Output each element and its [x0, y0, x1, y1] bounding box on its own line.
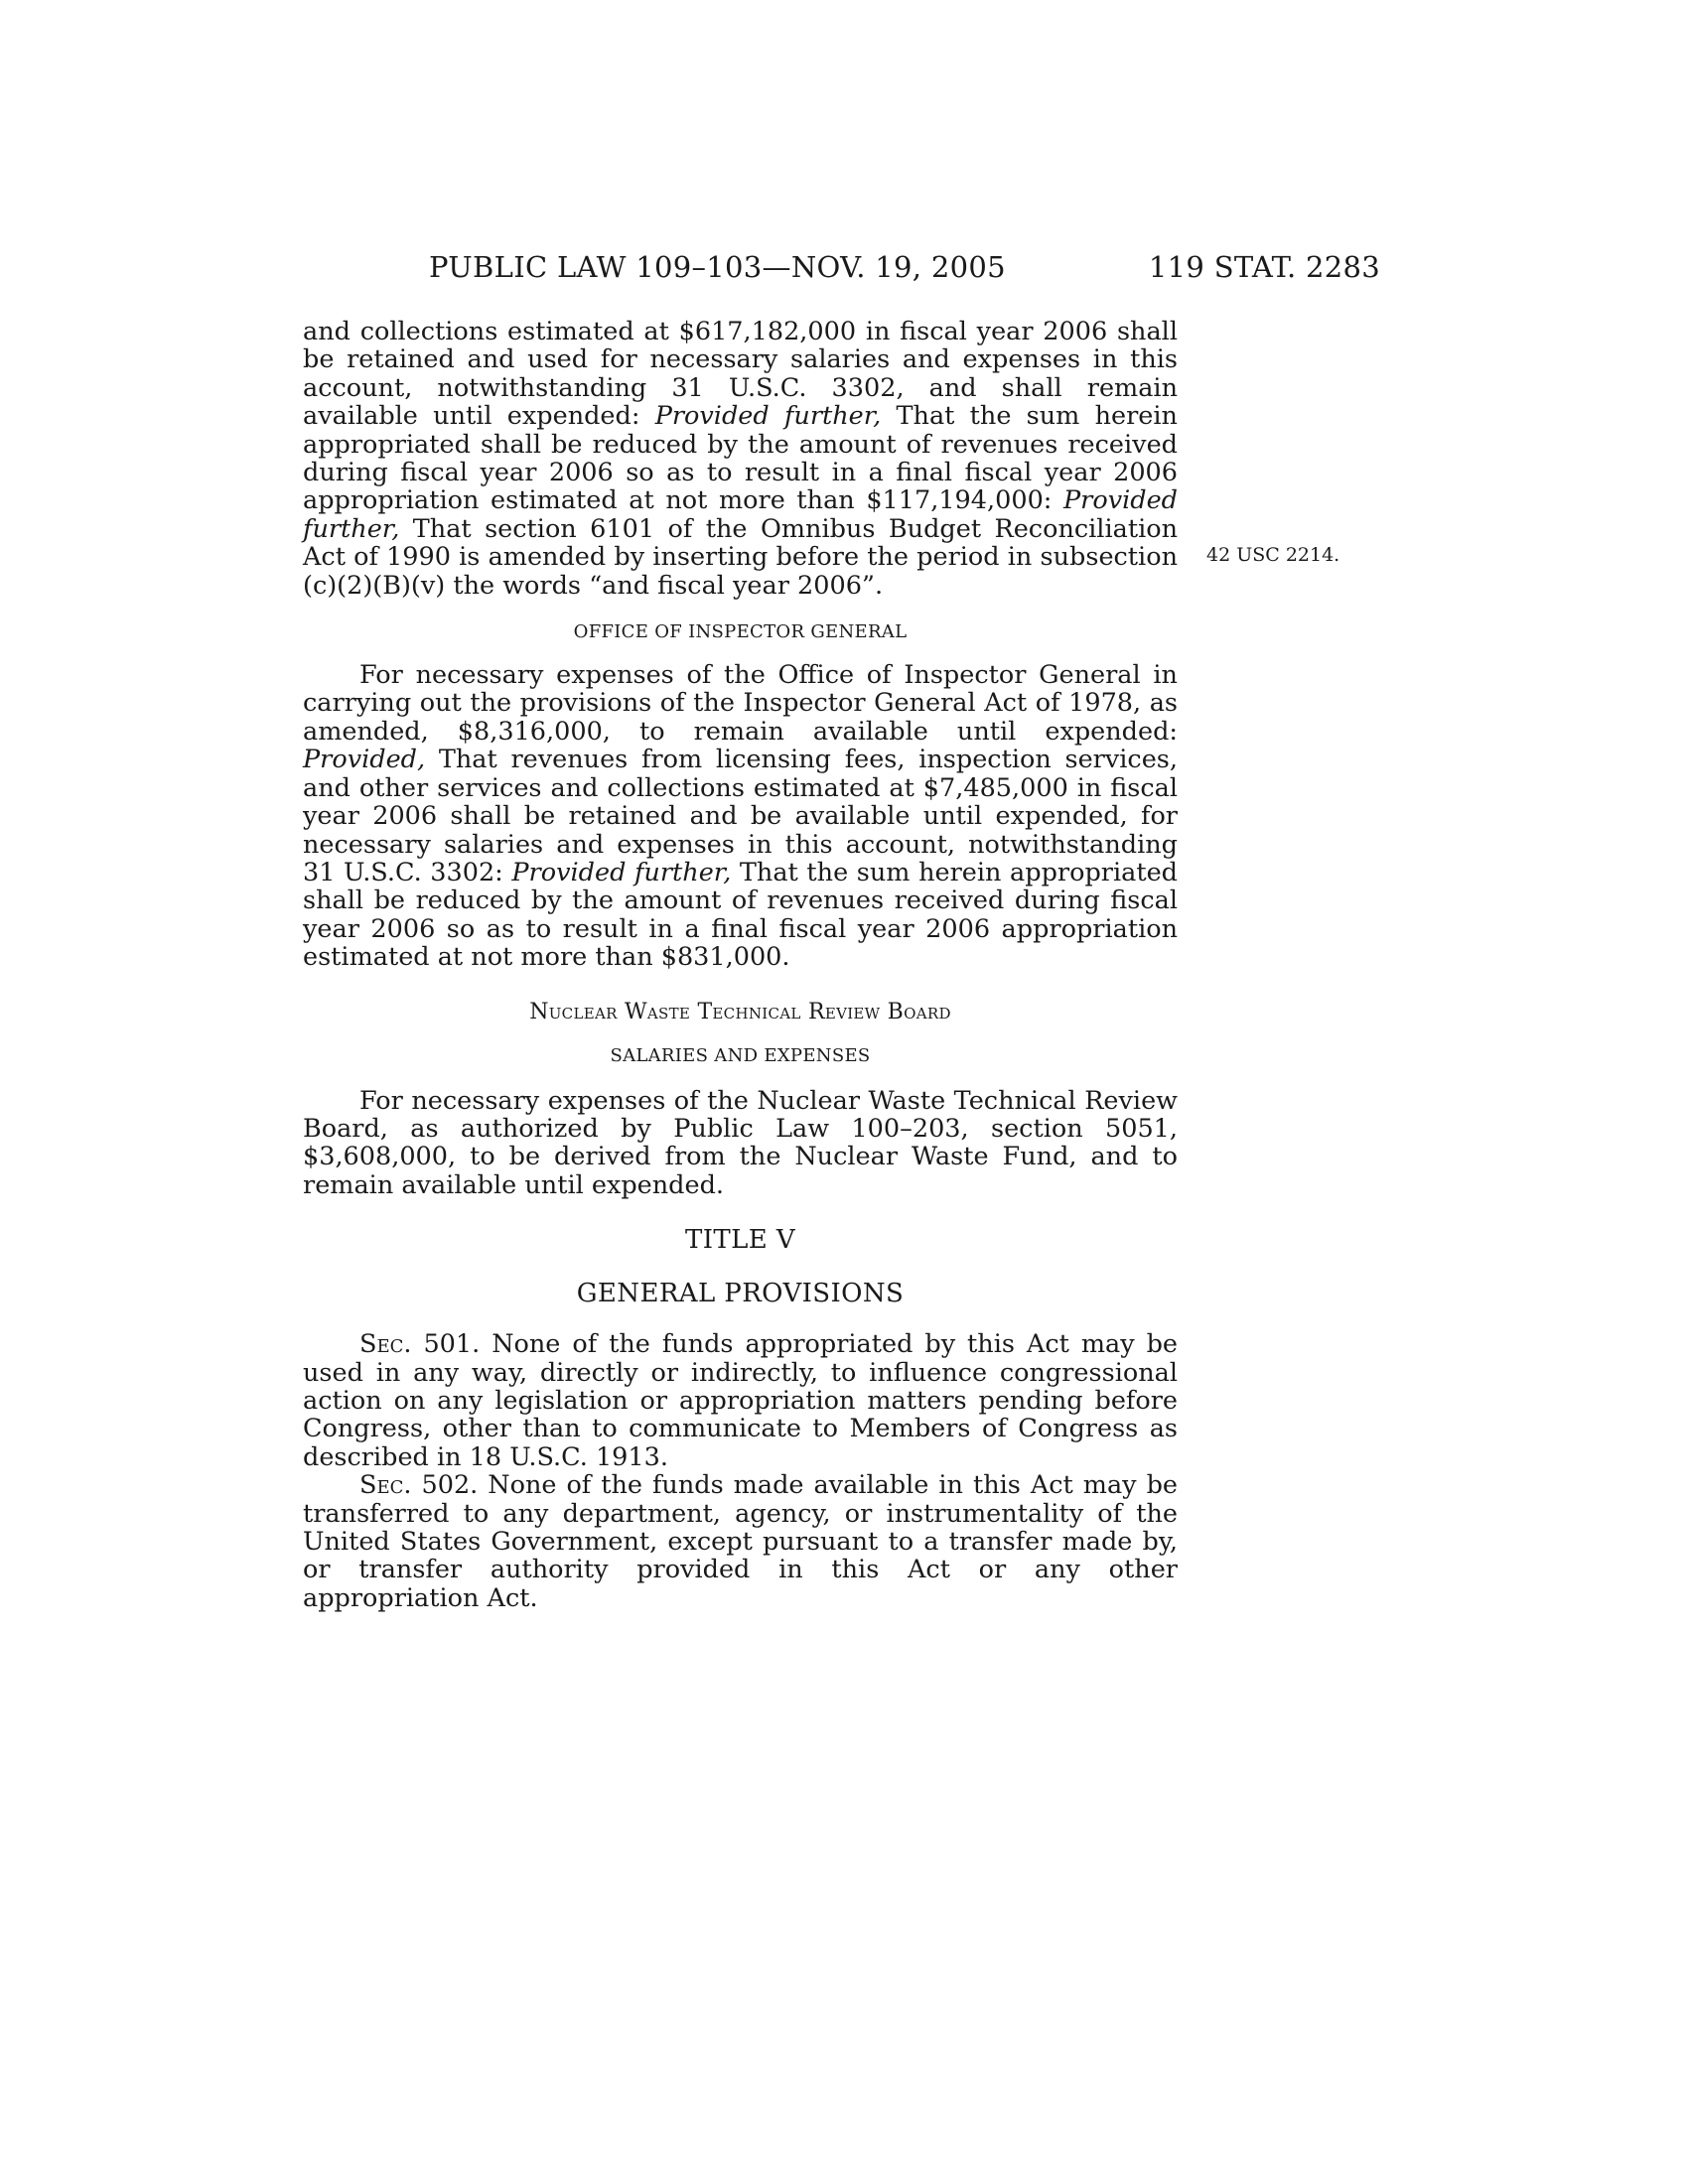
title-heading: TITLE V — [684, 1225, 796, 1256]
body-column — [303, 318, 1178, 1612]
general-provisions-heading: GENERAL PROVISIONS — [576, 1279, 905, 1309]
paragraph-inspector-general: For necessary expenses of the Office of Inspector General in carrying out the provisions of the Inspector General Act of 1978, as amended, $8,316,000, to remain available until expended: Provided, That revenues from licensing fees, inspection services, and other services and collections estimated at $7,485,000 in fiscal year 2006 shall be retained and be available until expended, for necessary salaries and expenses in this account, notwithstanding 31 U.S.C. 3302: Provided further, That the sum herein appropriated shall be reduced by the amount of revenues received during fiscal year 2006 so as to result in a final fiscal year 2006 appropriation estimated at not more than $831,000. — [303, 660, 1178, 973]
paragraph-nuclear-waste: For necessary expenses of the Nuclear Waste Technical Review Board, as authorized by Public Law 100–203, section 5051, $3,608,000, to be derived from the Nuclear Waste Fund, and to remain available until expended. — [303, 1085, 1178, 1200]
margin-citation: 42 USC 2214. — [1206, 544, 1340, 566]
heading-salaries-expenses: SALARIES AND EXPENSES — [610, 1044, 871, 1066]
page-header — [300, 250, 1380, 286]
running-title: PUBLIC LAW 109–103—NOV. 19, 2005 — [429, 250, 1006, 284]
paragraph-continuation: and collections estimated at $617,182,000 in fiscal year 2006 shall be retained and used for necessary salaries and expenses in this account, notwithstanding 31 U.S.C. 3302, and shall remain available until expended: Provided further, That the sum herein appropriated shall be reduced by the amount of revenues received during fiscal year 2006 so as to result in a final fiscal year 2006 appropriation estimated at not more than $117,194,000: Provided further, That section 6101 of the Omnibus Budget Reconciliation Act of 1990 is amended by inserting before the period in subsection (c)(2)(B)(v) the words “and fiscal year 2006”. — [303, 317, 1178, 601]
heading-nuclear-waste-board: Nuclear Waste Technical Review Board — [529, 999, 951, 1024]
heading-office-inspector-general: OFFICE OF INSPECTOR GENERAL — [573, 621, 908, 643]
section-501: Sec. 501. None of the funds appropriated by this Act may be used in any way, directly or indirectly, to influence congressional action on any legislation or appropriation matters pending before Congress, other than to communicate to Members of Congress as described in 18 U.S.C. 1913. — [303, 1329, 1178, 1472]
section-502: Sec. 502. None of the funds made available in this Act may be transferred to any department, agency, or instrumentality of the United States Government, except pursuant to a transfer made by, or transfer authority provided in this Act or any other appropriation Act. — [303, 1470, 1178, 1613]
statute-page-number: 119 STAT. 2283 — [1148, 250, 1380, 284]
